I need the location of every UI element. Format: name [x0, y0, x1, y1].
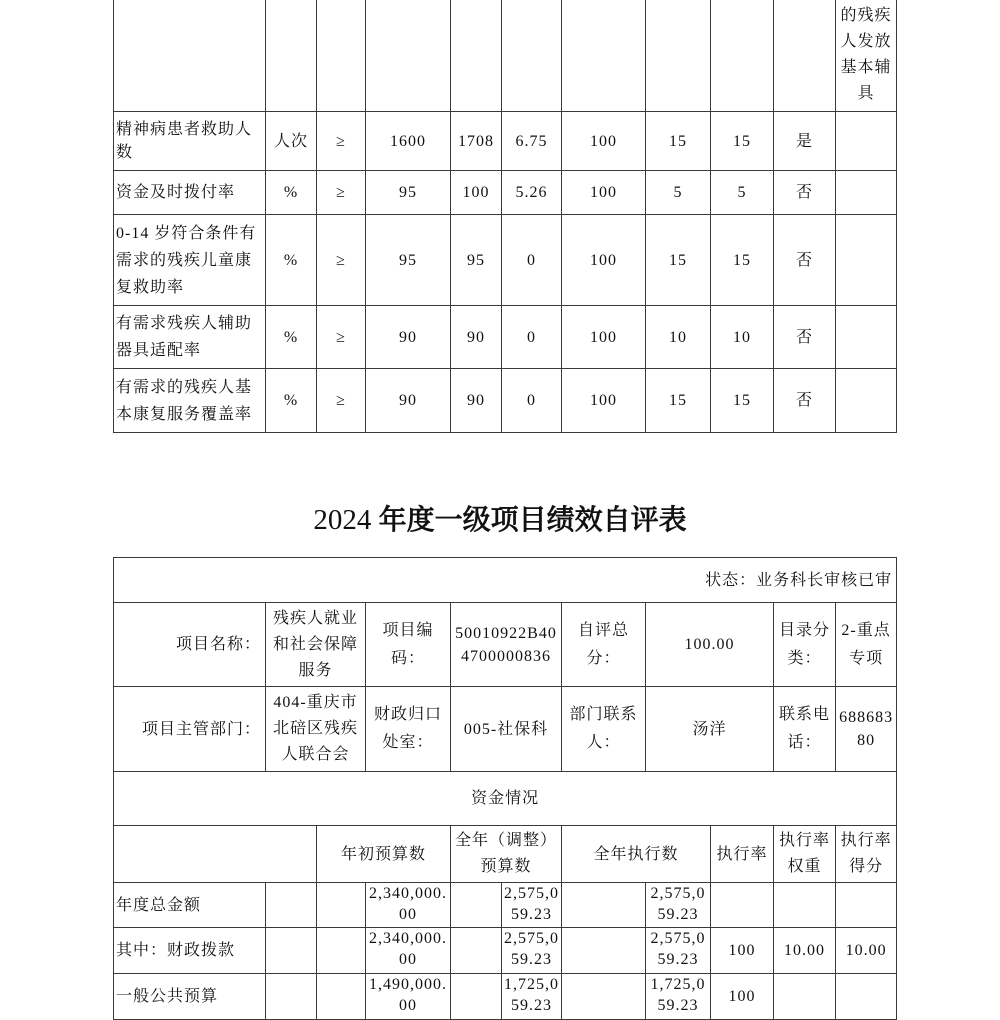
indicator-target: 95 [366, 215, 451, 306]
exec-rate-value: 100 [711, 928, 774, 974]
indicator-core: 否 [774, 306, 836, 369]
funding-section-title: 资金情况 [114, 772, 897, 826]
exec-rate-value: 100 [711, 974, 774, 1020]
empty-cell [266, 0, 317, 112]
project-code-value: 50010922B404700000836 [451, 603, 562, 687]
indicator-weight: 5 [646, 171, 711, 215]
department-label: 项目主管部门： [114, 687, 266, 772]
empty-cell [711, 0, 774, 112]
funding-row-label: 年度总金额 [114, 883, 266, 928]
status-badge: 状态：业务科长审核已审 [114, 558, 897, 603]
indicator-core: 否 [774, 171, 836, 215]
adjusted-budget-value: 2,575,059.23 [502, 883, 562, 928]
indicator-operator: ≥ [317, 306, 366, 369]
initial-budget-value: 1,490,000.00 [366, 974, 451, 1020]
exec-score-header: 执行率得分 [836, 826, 897, 883]
project-info-row [114, 603, 897, 687]
indicator-completion: 100 [562, 171, 646, 215]
indicator-deviation: 0 [502, 306, 562, 369]
contact-label: 部门联系人： [562, 687, 646, 772]
empty-cell [451, 974, 502, 1020]
contact-value: 汤洋 [646, 687, 774, 772]
empty-cell [266, 883, 317, 928]
indicator-completion: 100 [562, 112, 646, 171]
exec-score-value: 10.00 [836, 928, 897, 974]
funding-row [114, 928, 897, 974]
empty-cell [317, 974, 366, 1020]
indicator-weight: 10 [646, 306, 711, 369]
indicator-deviation: 6.75 [502, 112, 562, 171]
indicator-unit: % [266, 171, 317, 215]
indicator-row [114, 306, 897, 369]
indicator-remark [836, 306, 897, 369]
indicator-core: 是 [774, 112, 836, 171]
empty-cell [562, 883, 646, 928]
indicator-core: 否 [774, 215, 836, 306]
exec-rate-value [711, 883, 774, 928]
indicator-actual: 95 [451, 215, 502, 306]
funding-section-row [114, 772, 897, 826]
initial-budget-value: 2,340,000.00 [366, 928, 451, 974]
empty-cell [562, 928, 646, 974]
indicator-row [114, 369, 897, 433]
exec-rate-header: 执行率 [711, 826, 774, 883]
executed-value: 2,575,059.23 [646, 883, 711, 928]
indicator-score: 5 [711, 171, 774, 215]
indicator-target: 90 [366, 369, 451, 433]
indicator-table [113, 0, 897, 433]
empty-cell [774, 0, 836, 112]
empty-cell [502, 0, 562, 112]
indicator-completion: 100 [562, 215, 646, 306]
exec-weight-value: 10.00 [774, 928, 836, 974]
exec-weight-header: 执行率权重 [774, 826, 836, 883]
empty-cell [114, 826, 317, 883]
empty-cell [451, 928, 502, 974]
indicator-score: 15 [711, 215, 774, 306]
project-code-label: 项目编码： [366, 603, 451, 687]
executed-value: 1,725,059.23 [646, 974, 711, 1020]
indicator-row-continued [114, 0, 897, 112]
indicator-operator: ≥ [317, 171, 366, 215]
executed-header: 全年执行数 [562, 826, 711, 883]
indicator-actual: 100 [451, 171, 502, 215]
project-name-value: 残疾人就业和社会保障服务 [266, 603, 366, 687]
funding-row [114, 974, 897, 1020]
category-value: 2-重点专项 [836, 603, 897, 687]
indicator-unit: % [266, 215, 317, 306]
empty-cell [317, 883, 366, 928]
empty-cell [562, 974, 646, 1020]
funding-header-row [114, 826, 897, 883]
empty-cell [646, 0, 711, 112]
indicator-remark [836, 215, 897, 306]
executed-value: 2,575,059.23 [646, 928, 711, 974]
finance-office-label: 财政归口处室： [366, 687, 451, 772]
title-text: 年度一级项目绩效自评表 [378, 503, 687, 536]
indicator-name: 0-14 岁符合条件有需求的残疾儿童康复救助率 [114, 215, 266, 306]
indicator-remark [836, 112, 897, 171]
indicator-target: 95 [366, 171, 451, 215]
initial-budget-value: 2,340,000.00 [366, 883, 451, 928]
empty-cell [562, 0, 646, 112]
indicator-name: 资金及时拨付率 [114, 171, 266, 215]
indicator-actual: 90 [451, 306, 502, 369]
indicator-weight: 15 [646, 215, 711, 306]
empty-cell [366, 0, 451, 112]
department-value: 404-重庆市北碚区残疾人联合会 [266, 687, 366, 772]
indicator-deviation: 5.26 [502, 171, 562, 215]
empty-cell [317, 928, 366, 974]
indicator-score: 15 [711, 369, 774, 433]
indicator-actual: 90 [451, 369, 502, 433]
indicator-remark [836, 171, 897, 215]
exec-weight-value [774, 974, 836, 1020]
indicator-target: 1600 [366, 112, 451, 171]
self-score-value: 100.00 [646, 603, 774, 687]
indicator-name: 有需求残疾人辅助器具适配率 [114, 306, 266, 369]
empty-cell [266, 974, 317, 1020]
finance-office-value: 005-社保科 [451, 687, 562, 772]
funding-row-label: 其中：财政拨款 [114, 928, 266, 974]
funding-row-label: 一般公共预算 [114, 974, 266, 1020]
funding-row [114, 883, 897, 928]
indicator-score: 10 [711, 306, 774, 369]
empty-cell [266, 928, 317, 974]
indicator-row [114, 112, 897, 171]
indicator-deviation: 0 [502, 215, 562, 306]
indicator-completion: 100 [562, 306, 646, 369]
indicator-row [114, 215, 897, 306]
indicator-weight: 15 [646, 369, 711, 433]
adjusted-budget-header: 全年（调整）预算数 [451, 826, 562, 883]
indicator-completion: 100 [562, 369, 646, 433]
indicator-unit: 人次 [266, 112, 317, 171]
remark-cell: 的残疾人发放基本辅具 [836, 0, 897, 112]
indicator-weight: 15 [646, 112, 711, 171]
phone-value: 68868380 [836, 687, 897, 772]
project-name-label: 项目名称： [114, 603, 266, 687]
indicator-score: 15 [711, 112, 774, 171]
indicator-row [114, 171, 897, 215]
indicator-core: 否 [774, 369, 836, 433]
indicator-target: 90 [366, 306, 451, 369]
department-info-row [114, 687, 897, 772]
empty-cell [451, 0, 502, 112]
exec-weight-value [774, 883, 836, 928]
indicator-operator: ≥ [317, 369, 366, 433]
indicator-name: 精神病患者救助人数 [114, 112, 266, 171]
indicator-actual: 1708 [451, 112, 502, 171]
initial-budget-header: 年初预算数 [317, 826, 451, 883]
phone-label: 联系电话： [774, 687, 836, 772]
indicator-unit: % [266, 369, 317, 433]
indicator-operator: ≥ [317, 112, 366, 171]
page-title [0, 500, 1000, 540]
exec-score-value [836, 974, 897, 1020]
indicator-name: 有需求的残疾人基本康复服务覆盖率 [114, 369, 266, 433]
indicator-remark [836, 369, 897, 433]
empty-cell [451, 883, 502, 928]
empty-cell [114, 0, 266, 112]
exec-score-value [836, 883, 897, 928]
indicator-deviation: 0 [502, 369, 562, 433]
status-row [114, 558, 897, 603]
title-year: 2024 [313, 504, 372, 536]
indicator-unit: % [266, 306, 317, 369]
adjusted-budget-value: 1,725,059.23 [502, 974, 562, 1020]
empty-cell [317, 0, 366, 112]
self-score-label: 自评总分： [562, 603, 646, 687]
category-label: 目录分类： [774, 603, 836, 687]
self-evaluation-table [113, 557, 897, 1020]
adjusted-budget-value: 2,575,059.23 [502, 928, 562, 974]
indicator-operator: ≥ [317, 215, 366, 306]
